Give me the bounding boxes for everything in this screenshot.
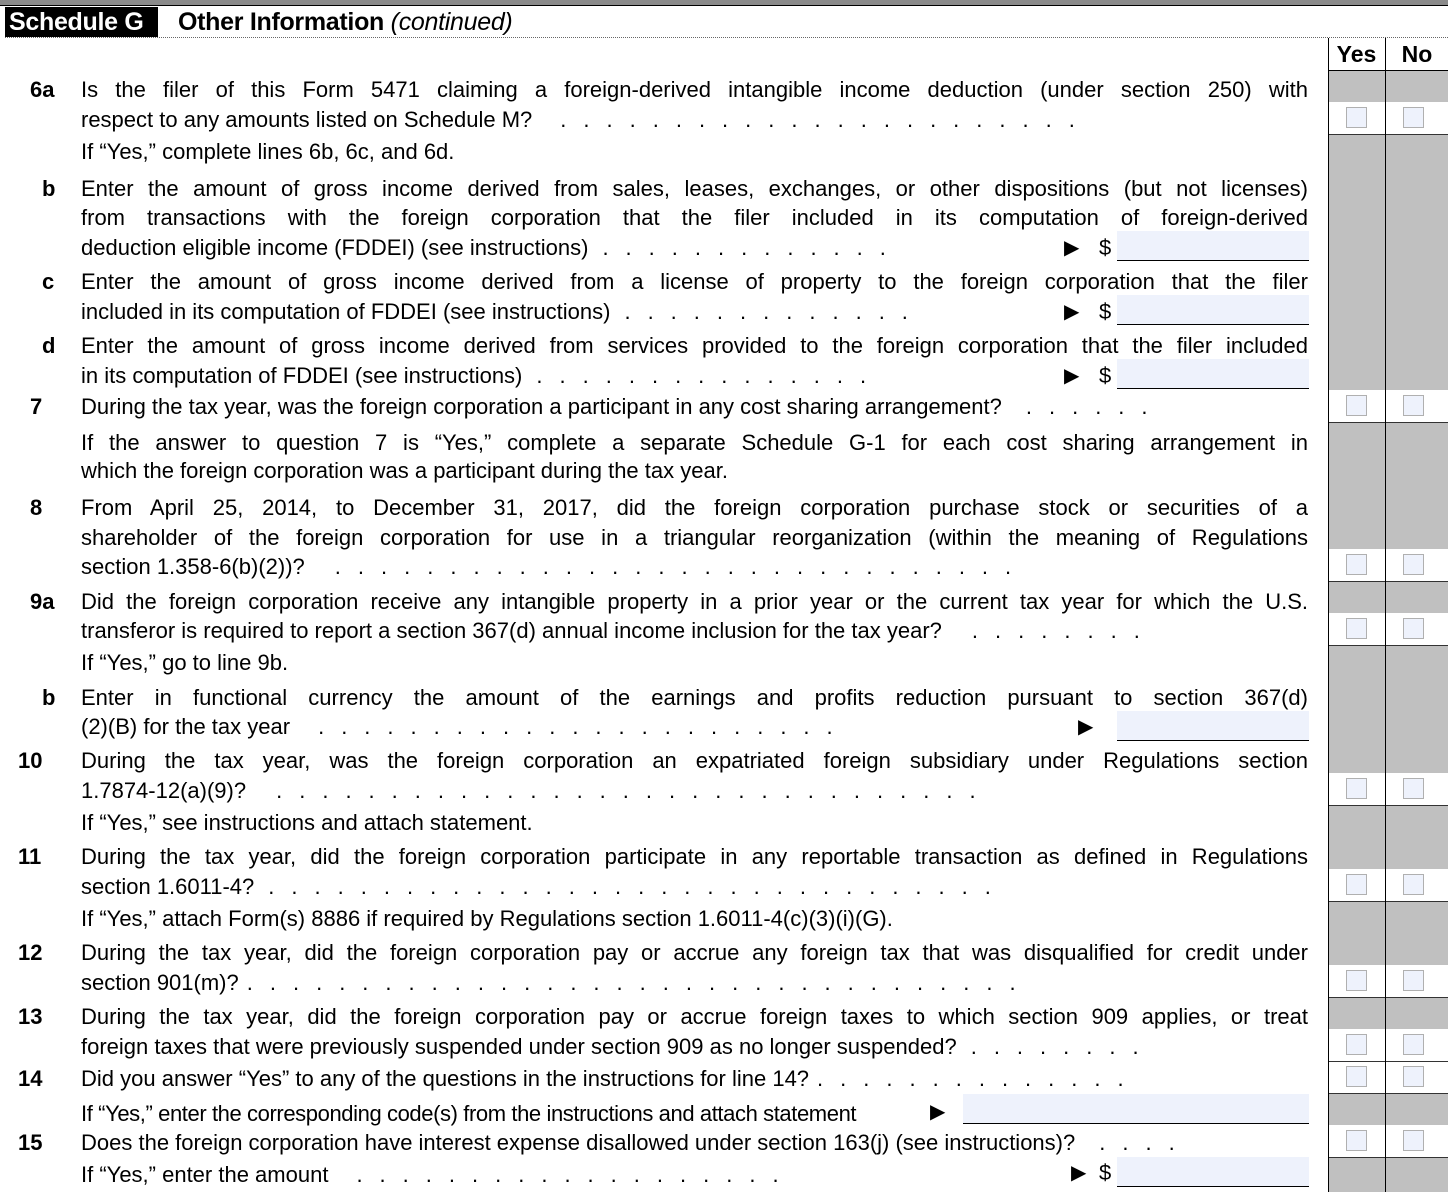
- currency-symbol: $: [1099, 299, 1112, 324]
- checkbox-9a-yes[interactable]: [1346, 618, 1367, 639]
- line-number: 10: [18, 748, 43, 773]
- leader-dots: ......: [1025, 394, 1165, 419]
- code-field-14[interactable]: [963, 1094, 1309, 1124]
- line-11-text: [81, 872, 1308, 902]
- arrow-icon: ▶: [1078, 716, 1094, 738]
- line-6b-text: [81, 233, 1061, 263]
- currency-symbol: $: [1099, 363, 1112, 388]
- leader-dots: ..............: [817, 1066, 1141, 1091]
- shade: [1328, 582, 1448, 613]
- text: section 901(m)?: [81, 970, 239, 995]
- line-9b-text: [81, 712, 1081, 742]
- text: (2)(B) for the tax year: [81, 714, 291, 739]
- checkbox-10-yes[interactable]: [1346, 778, 1367, 799]
- leader-dots: ...................: [356, 1162, 796, 1187]
- line-7-note: If the answer to question 7 is “Yes,” complete a separate Schedule G-1 for each cost sharing arrangement in: [81, 430, 1308, 455]
- row-10: [1328, 773, 1448, 806]
- text: During the tax year, was the foreign corporation a participant in any cost sharing arrangement?: [81, 394, 1002, 419]
- line-number: d: [42, 333, 56, 358]
- row-15: [1328, 1125, 1448, 1158]
- text: 1.7874-12(a)(9)?: [81, 778, 247, 803]
- line-6d-text: Enter the amount of gross income derived from services provided to the foreign corporation that the filer included: [81, 333, 1308, 358]
- line-8-text: From April 25, 2014, to December 31, 2017, did the foreign corporation purchase stock or securities of a: [81, 495, 1308, 520]
- text: respect to any amounts listed on Schedule M?: [81, 107, 533, 132]
- line-13-text: During the tax year, did the foreign corporation pay or accrue foreign taxes to which section 909 applies, or treat: [81, 1004, 1308, 1029]
- leader-dots: .......................: [318, 714, 850, 739]
- line-8-text: [81, 552, 1308, 582]
- text: transferor is required to report a section 367(d) annual income inclusion for the tax year?: [81, 618, 942, 643]
- row-11: [1328, 869, 1448, 902]
- line-number: 11: [18, 844, 42, 869]
- line-9a-text: Did the foreign corporation receive any intangible property in a prior year or the current tax year for which the U.S.: [81, 589, 1308, 614]
- yes-no-columns: [1328, 38, 1448, 1192]
- amount-field-6b[interactable]: [1117, 231, 1309, 261]
- checkbox-6a-no[interactable]: [1403, 107, 1424, 128]
- schedule-title: [178, 7, 512, 37]
- checkbox-13-no[interactable]: [1403, 1034, 1424, 1055]
- line-6a-text: Is the filer of this Form 5471 claiming a foreign-derived intangible income deduction (under section 250) with: [81, 77, 1308, 102]
- currency-symbol: $: [1099, 235, 1112, 260]
- leader-dots: ..................................: [246, 970, 1033, 995]
- row-9a: [1328, 613, 1448, 646]
- row-14: [1328, 1062, 1448, 1094]
- checkbox-15-yes[interactable]: [1346, 1130, 1367, 1151]
- line-number: 8: [30, 495, 43, 520]
- shade: [1328, 423, 1448, 549]
- line-number: b: [42, 176, 56, 201]
- column-divider: [1328, 38, 1329, 1192]
- arrow-icon: ▶: [1071, 1162, 1087, 1184]
- line-6a-note: If “Yes,” complete lines 6b, 6c, and 6d.: [81, 139, 455, 164]
- text: included in its computation of FDDEI (see instructions): [81, 299, 611, 324]
- arrow-icon: ▶: [1064, 301, 1080, 323]
- line-10-text: [81, 776, 1308, 806]
- checkbox-7-no[interactable]: [1403, 395, 1424, 416]
- line-15-text: [81, 1128, 1308, 1158]
- text: section 1.6011-4?: [81, 874, 255, 899]
- line-9a-text: [81, 616, 1308, 646]
- line-6a-text: [81, 105, 1308, 135]
- line-number: 15: [18, 1130, 43, 1155]
- line-13-text: [81, 1032, 1308, 1062]
- text: Does the foreign corporation have interest expense disallowed under section 163(j) (see instructions)?: [81, 1130, 1076, 1155]
- line-7-note: which the foreign corporation was a participant during the tax year.: [81, 458, 728, 483]
- yes-column-header: Yes: [1328, 38, 1385, 71]
- line-number: 7: [30, 394, 43, 419]
- line-6b-text: from transactions with the foreign corporation that the filer included in its computation of foreign-derived: [81, 205, 1308, 230]
- line-11-text: During the tax year, did the foreign corporation participate in any reportable transaction as defined in Regulations: [81, 844, 1308, 869]
- line-number: c: [42, 269, 55, 294]
- line-6c-text: Enter the amount of gross income derived from a license of property to the foreign corporation that the filer: [81, 269, 1308, 294]
- leader-dots: ..............................: [334, 554, 1029, 579]
- top-rule: [0, 0, 1448, 6]
- line-14-text: [81, 1064, 1308, 1094]
- line-6b-text: Enter the amount of gross income derived from sales, leases, exchanges, or other dispositions (but not licenses): [81, 176, 1308, 201]
- leader-dots: .......................: [560, 107, 1092, 132]
- checkbox-14-no[interactable]: [1403, 1066, 1424, 1087]
- checkbox-10-no[interactable]: [1403, 778, 1424, 799]
- shade: [1328, 998, 1448, 1029]
- title-text: Other Information: [178, 8, 385, 36]
- line-number: 13: [18, 1004, 43, 1029]
- amount-field-6d[interactable]: [1117, 359, 1309, 389]
- line-number: b: [42, 685, 56, 710]
- checkbox-9a-no[interactable]: [1403, 618, 1424, 639]
- leader-dots: .............: [602, 235, 903, 260]
- checkbox-14-yes[interactable]: [1346, 1066, 1367, 1087]
- shade: [1328, 135, 1448, 390]
- row-12: [1328, 965, 1448, 998]
- row-7: [1328, 390, 1448, 423]
- line-number: 6a: [30, 77, 55, 102]
- checkbox-13-yes[interactable]: [1346, 1034, 1367, 1055]
- line-6c-text: [81, 297, 1061, 327]
- checkbox-7-yes[interactable]: [1346, 395, 1367, 416]
- line-11-note: If “Yes,” attach Form(s) 8886 if required by Regulations section 1.6011-4(c)(3)(i)(G).: [81, 906, 893, 931]
- amount-field-15[interactable]: [1117, 1157, 1309, 1187]
- shade: [1328, 902, 1448, 965]
- checkbox-6a-yes[interactable]: [1346, 107, 1367, 128]
- checkbox-8-yes[interactable]: [1346, 554, 1367, 575]
- row-13: [1328, 1029, 1448, 1062]
- shade: [1328, 1094, 1448, 1125]
- line-6d-text: [81, 361, 1061, 391]
- checkbox-12-yes[interactable]: [1346, 970, 1367, 991]
- checkbox-11-no[interactable]: [1403, 874, 1424, 895]
- checkbox-12-no[interactable]: [1403, 970, 1424, 991]
- arrow-icon: ▶: [1064, 237, 1080, 259]
- line-7-text: [81, 392, 1308, 422]
- text: section 1.358-6(b)(2))?: [81, 554, 305, 579]
- checkbox-15-no[interactable]: [1403, 1130, 1424, 1151]
- line-12-text: [81, 968, 1308, 998]
- line-10-text: During the tax year, was the foreign corporation an expatriated foreign subsidiary under Regulations section: [81, 748, 1308, 773]
- no-column-header: No: [1386, 38, 1448, 71]
- column-divider: [1385, 38, 1386, 1192]
- schedule-header: [5, 7, 1448, 38]
- shade: [1328, 1158, 1448, 1192]
- line-15-note: [81, 1160, 1061, 1190]
- leader-dots: .............: [624, 299, 925, 324]
- text: deduction eligible income (FDDEI) (see instructions): [81, 235, 589, 260]
- currency-symbol: $: [1099, 1160, 1112, 1185]
- leader-dots: ....: [1099, 1130, 1192, 1155]
- row-8: [1328, 549, 1448, 582]
- line-10-note: If “Yes,” see instructions and attach statement.: [81, 810, 533, 835]
- amount-field-9b[interactable]: [1117, 711, 1309, 741]
- text: Did you answer “Yes” to any of the questions in the instructions for line 14?: [81, 1066, 810, 1091]
- schedule-tag: Schedule G: [5, 7, 158, 37]
- line-9b-text: Enter in functional currency the amount of the earnings and profits reduction pursuant to section 367(d): [81, 685, 1308, 710]
- leader-dots: ...............: [536, 363, 884, 388]
- text: in its computation of FDDEI (see instructions): [81, 363, 523, 388]
- amount-field-6c[interactable]: [1117, 295, 1309, 325]
- arrow-icon: ▶: [930, 1101, 946, 1123]
- leader-dots: ........: [970, 1034, 1156, 1059]
- text: foreign taxes that were previously suspended under section 909 as no longer suspended?: [81, 1034, 957, 1059]
- row-6a: [1328, 102, 1448, 135]
- text: If “Yes,” enter the amount: [81, 1162, 329, 1187]
- line-number: 14: [18, 1066, 43, 1091]
- line-14-note: If “Yes,” enter the corresponding code(s) from the instructions and attach statement: [81, 1101, 857, 1126]
- line-8-text: shareholder of the foreign corporation for use in a triangular reorganization (within the meaning of Regulations: [81, 525, 1308, 550]
- checkbox-11-yes[interactable]: [1346, 874, 1367, 895]
- shade: [1328, 806, 1448, 869]
- line-9a-note: If “Yes,” go to line 9b.: [81, 650, 289, 675]
- leader-dots: ...............................: [276, 778, 993, 803]
- line-number: 12: [18, 940, 43, 965]
- title-suffix: (continued): [390, 8, 513, 36]
- leader-dots: ........: [971, 618, 1157, 643]
- line-number: 9a: [30, 589, 55, 614]
- leader-dots: ................................: [268, 874, 1008, 899]
- checkbox-8-no[interactable]: [1403, 554, 1424, 575]
- shade: [1328, 646, 1448, 773]
- line-12-text: During the tax year, did the foreign corporation pay or accrue any foreign tax that was disqualified for credit under: [81, 940, 1308, 965]
- shade: [1328, 70, 1448, 102]
- arrow-icon: ▶: [1064, 365, 1080, 387]
